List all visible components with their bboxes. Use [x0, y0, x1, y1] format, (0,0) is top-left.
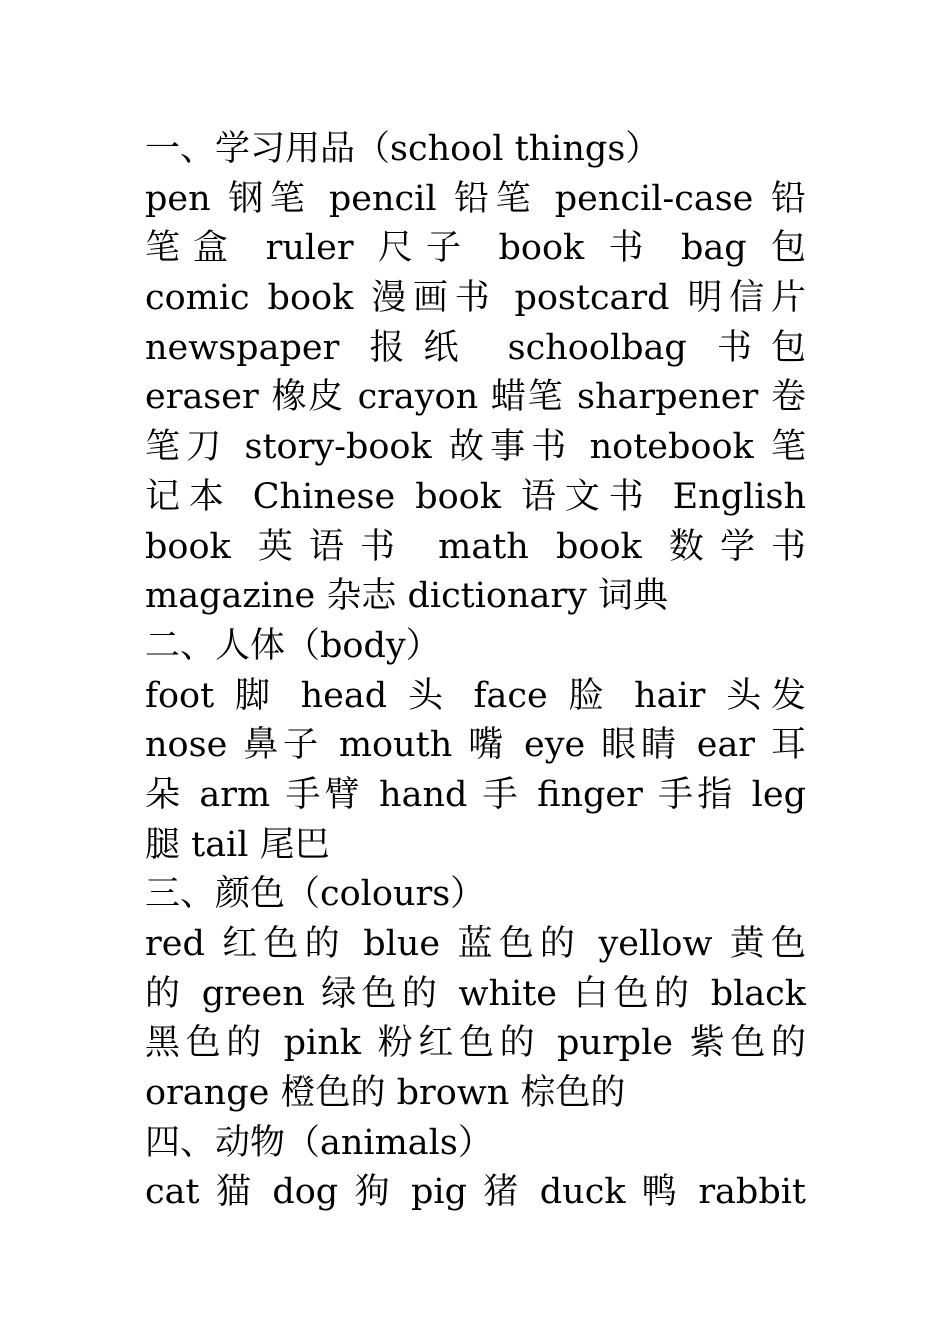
vocab-line: comic book 漫画书 postcard 明信片 [145, 278, 806, 319]
section-heading: 二、人体（body） [145, 625, 441, 666]
vocab-line: 的 green 绿色的 white 白色的 black [145, 973, 806, 1014]
document-page [145, 125, 806, 1218]
vocab-line: foot 脚 head 头 face 脸 hair 头发 [145, 675, 806, 716]
section-body [145, 622, 806, 870]
section-heading: 一、学习用品（school things） [145, 129, 661, 169]
vocab-line: eraser 橡皮 crayon 蜡笔 sharpener 卷 [145, 377, 806, 418]
vocab-line: pen 钢笔 pencil 铅笔 pencil-case 铅 [145, 178, 806, 219]
vocab-line: book 英语书 math book 数学书 [145, 526, 806, 567]
section-school-things [145, 125, 806, 622]
vocab-line: 笔盒 ruler 尺子 book 书 bag 包 [145, 228, 806, 269]
section-heading: 三、颜色（colours） [145, 874, 486, 915]
vocab-line: magazine 杂志 dictionary 词典 [145, 576, 669, 617]
section-colours [145, 870, 806, 1118]
vocab-line: red 红色的 blue 蓝色的 yellow 黄色 [145, 924, 806, 964]
vocab-line: 黑色的 pink 粉红色的 purple 紫色的 [145, 1023, 806, 1064]
vocab-line: 记本 Chinese book 语文书 English [145, 476, 806, 517]
section-animals [145, 1119, 806, 1218]
vocab-line: cat 猫 dog 狗 pig 猪 duck 鸭 rabbit [145, 1172, 806, 1213]
vocab-line: 朵 arm 手臂 hand 手 finger 手指 leg [145, 774, 806, 815]
vocab-line: newspaper 报纸 schoolbag 书包 [145, 327, 806, 368]
vocab-line: orange 橙色的 brown 棕色的 [145, 1073, 626, 1114]
vocab-line: 笔刀 story-book 故事书 notebook 笔 [145, 427, 806, 468]
vocab-line: 腿 tail 尾巴 [145, 824, 330, 865]
section-heading: 四、动物（animals） [145, 1122, 493, 1163]
vocab-line: nose 鼻子 mouth 嘴 eye 眼睛 ear 耳 [145, 725, 806, 766]
